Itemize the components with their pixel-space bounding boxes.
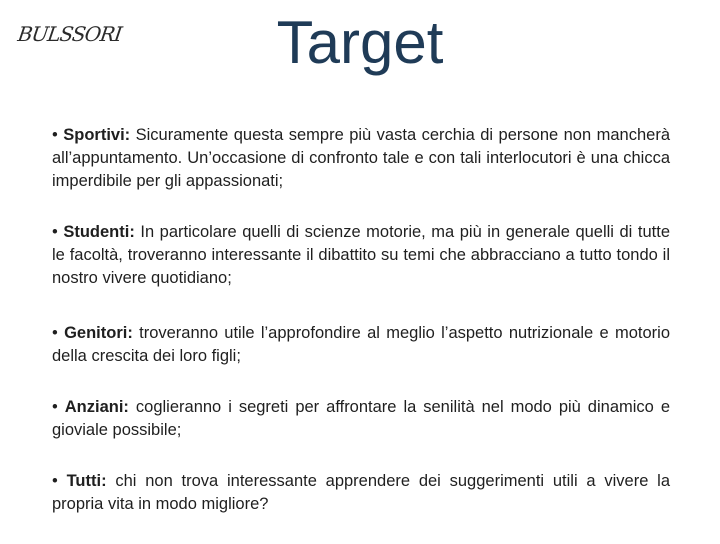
item-term: Sportivi:: [63, 126, 131, 144]
target-list: [52, 124, 670, 544]
bullet: •: [52, 398, 58, 416]
item-text: Sicuramente questa sempre più vasta cerchia di persone non mancherà all’appuntamento. Un’occasione di confronto tale e con tali interlocutori è una chicca imperdibile per gli appassionati;: [52, 126, 670, 190]
list-item: [52, 470, 670, 516]
bullet: •: [52, 126, 58, 144]
item-text: chi non trova interessante apprendere dei suggerimenti utili a vivere la propria vita in modo migliore?: [52, 472, 670, 513]
list-item: [52, 124, 670, 193]
item-term: Tutti:: [66, 472, 107, 490]
bullet: •: [52, 324, 58, 342]
bullet: •: [52, 223, 58, 241]
page-title: Target: [276, 9, 444, 76]
list-item: [52, 322, 670, 368]
item-text: troveranno utile l’approfondire al meglio l’aspetto nutrizionale e motorio della crescita dei loro figli;: [52, 324, 670, 365]
item-text: coglieranno i segreti per affrontare la senilità nel modo più dinamico e gioviale possibile;: [52, 398, 670, 439]
item-term: Genitori:: [64, 324, 133, 342]
item-term: Anziani:: [64, 398, 129, 416]
item-text: In particolare quelli di scienze motorie, ma più in generale quelli di tutte le facoltà, troveranno interessante il dibattito su temi che abbracciano a tutto tondo il nostro vivere quotidiano;: [52, 223, 670, 287]
list-item: [52, 221, 670, 290]
item-term: Studenti:: [63, 223, 135, 241]
bullet: •: [52, 472, 58, 490]
logo: BULSSORI: [16, 22, 123, 46]
list-item: [52, 396, 670, 442]
